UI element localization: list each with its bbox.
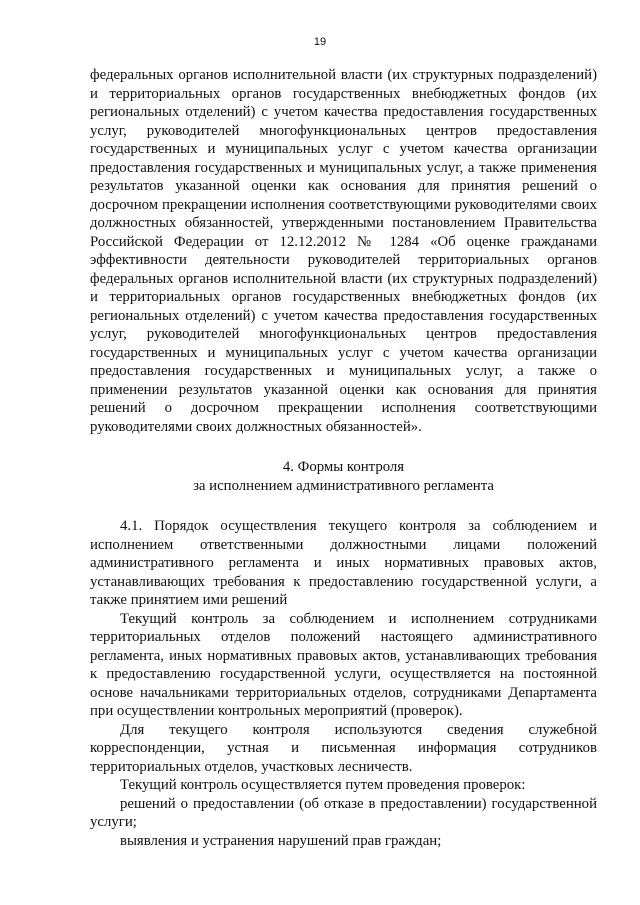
paragraph-4-1: 4.1. Порядок осуществления текущего контроля за соблюдением и исполнением ответственными должностными лицами положений административного регламента и иных нормативных правовых актов, устанавливающих требования к предоставлению государственной услуги, а также принятием ими решений	[90, 518, 597, 608]
section-title: 4. Формы контроля	[282, 459, 405, 475]
section-heading	[90, 458, 597, 496]
paragraph-current-control: Текущий контроль за соблюдением и исполнением сотрудниками территориальных отделов положений настоящего административного регламента, иных нормативных правовых актов, устанавливающих требования к предоставлению государственной услуги, осуществляется на постоянной основе начальниками территориальных отделов, сотрудниками Департамента при осуществлении контрольных мероприятий (проверок).	[90, 610, 597, 719]
paragraph-continuation: федеральных органов исполнительной власти (их структурных подразделений) и территориальных органов государственных внебюджетных фондов (их региональных отделений) с учетом качества предоставления государственных услуг, руководителей многофункциональных центров предоставления государственных и муниципальных услуг с учетом качества организации предоставления государственных и муниципальных услуг, а также применения результатов указанной оценки как основания для принятия решений о досрочном прекращении исполнения соответствующими руководителями своих должностных обязанностей, утвержденными постановлением Правительства Российской Федерации от 12.12.2012 № 1284 «Об оценке гражданами эффективности деятельности руководителей территориальных органов федеральных органов исполнительной власти (их структурных подразделений) и территориальных органов государственных внебюджетных фондов (их региональных отделений) с учетом качества предоставления государственных услуг, руководителей многофункциональных центров предоставления государственных и муниципальных услуг с учетом качества организации предоставления государственных и муниципальных услуг, а также о применении результатов указанной оценки как основания для принятия решений о досрочном прекращении исполнения соответствующими руководителями своих должностных обязанностей».	[90, 67, 597, 435]
paragraph-decisions: решений о предоставлении (об отказе в предоставлении) государственной услуги;	[90, 795, 597, 830]
page-body	[90, 66, 597, 850]
section-subtitle: за исполнением административного регламента	[193, 478, 494, 494]
paragraph-violations: выявления и устранения нарушений прав граждан;	[120, 832, 442, 849]
page-number: 19	[313, 36, 327, 48]
paragraph-checks: Текущий контроль осуществляется путем проведения проверок:	[120, 777, 526, 793]
paragraph-control-sources: Для текущего контроля используются сведения служебной корреспонденции, устная и письменная информация сотрудников территориальных отделов, участковых лесничеств.	[90, 721, 597, 775]
